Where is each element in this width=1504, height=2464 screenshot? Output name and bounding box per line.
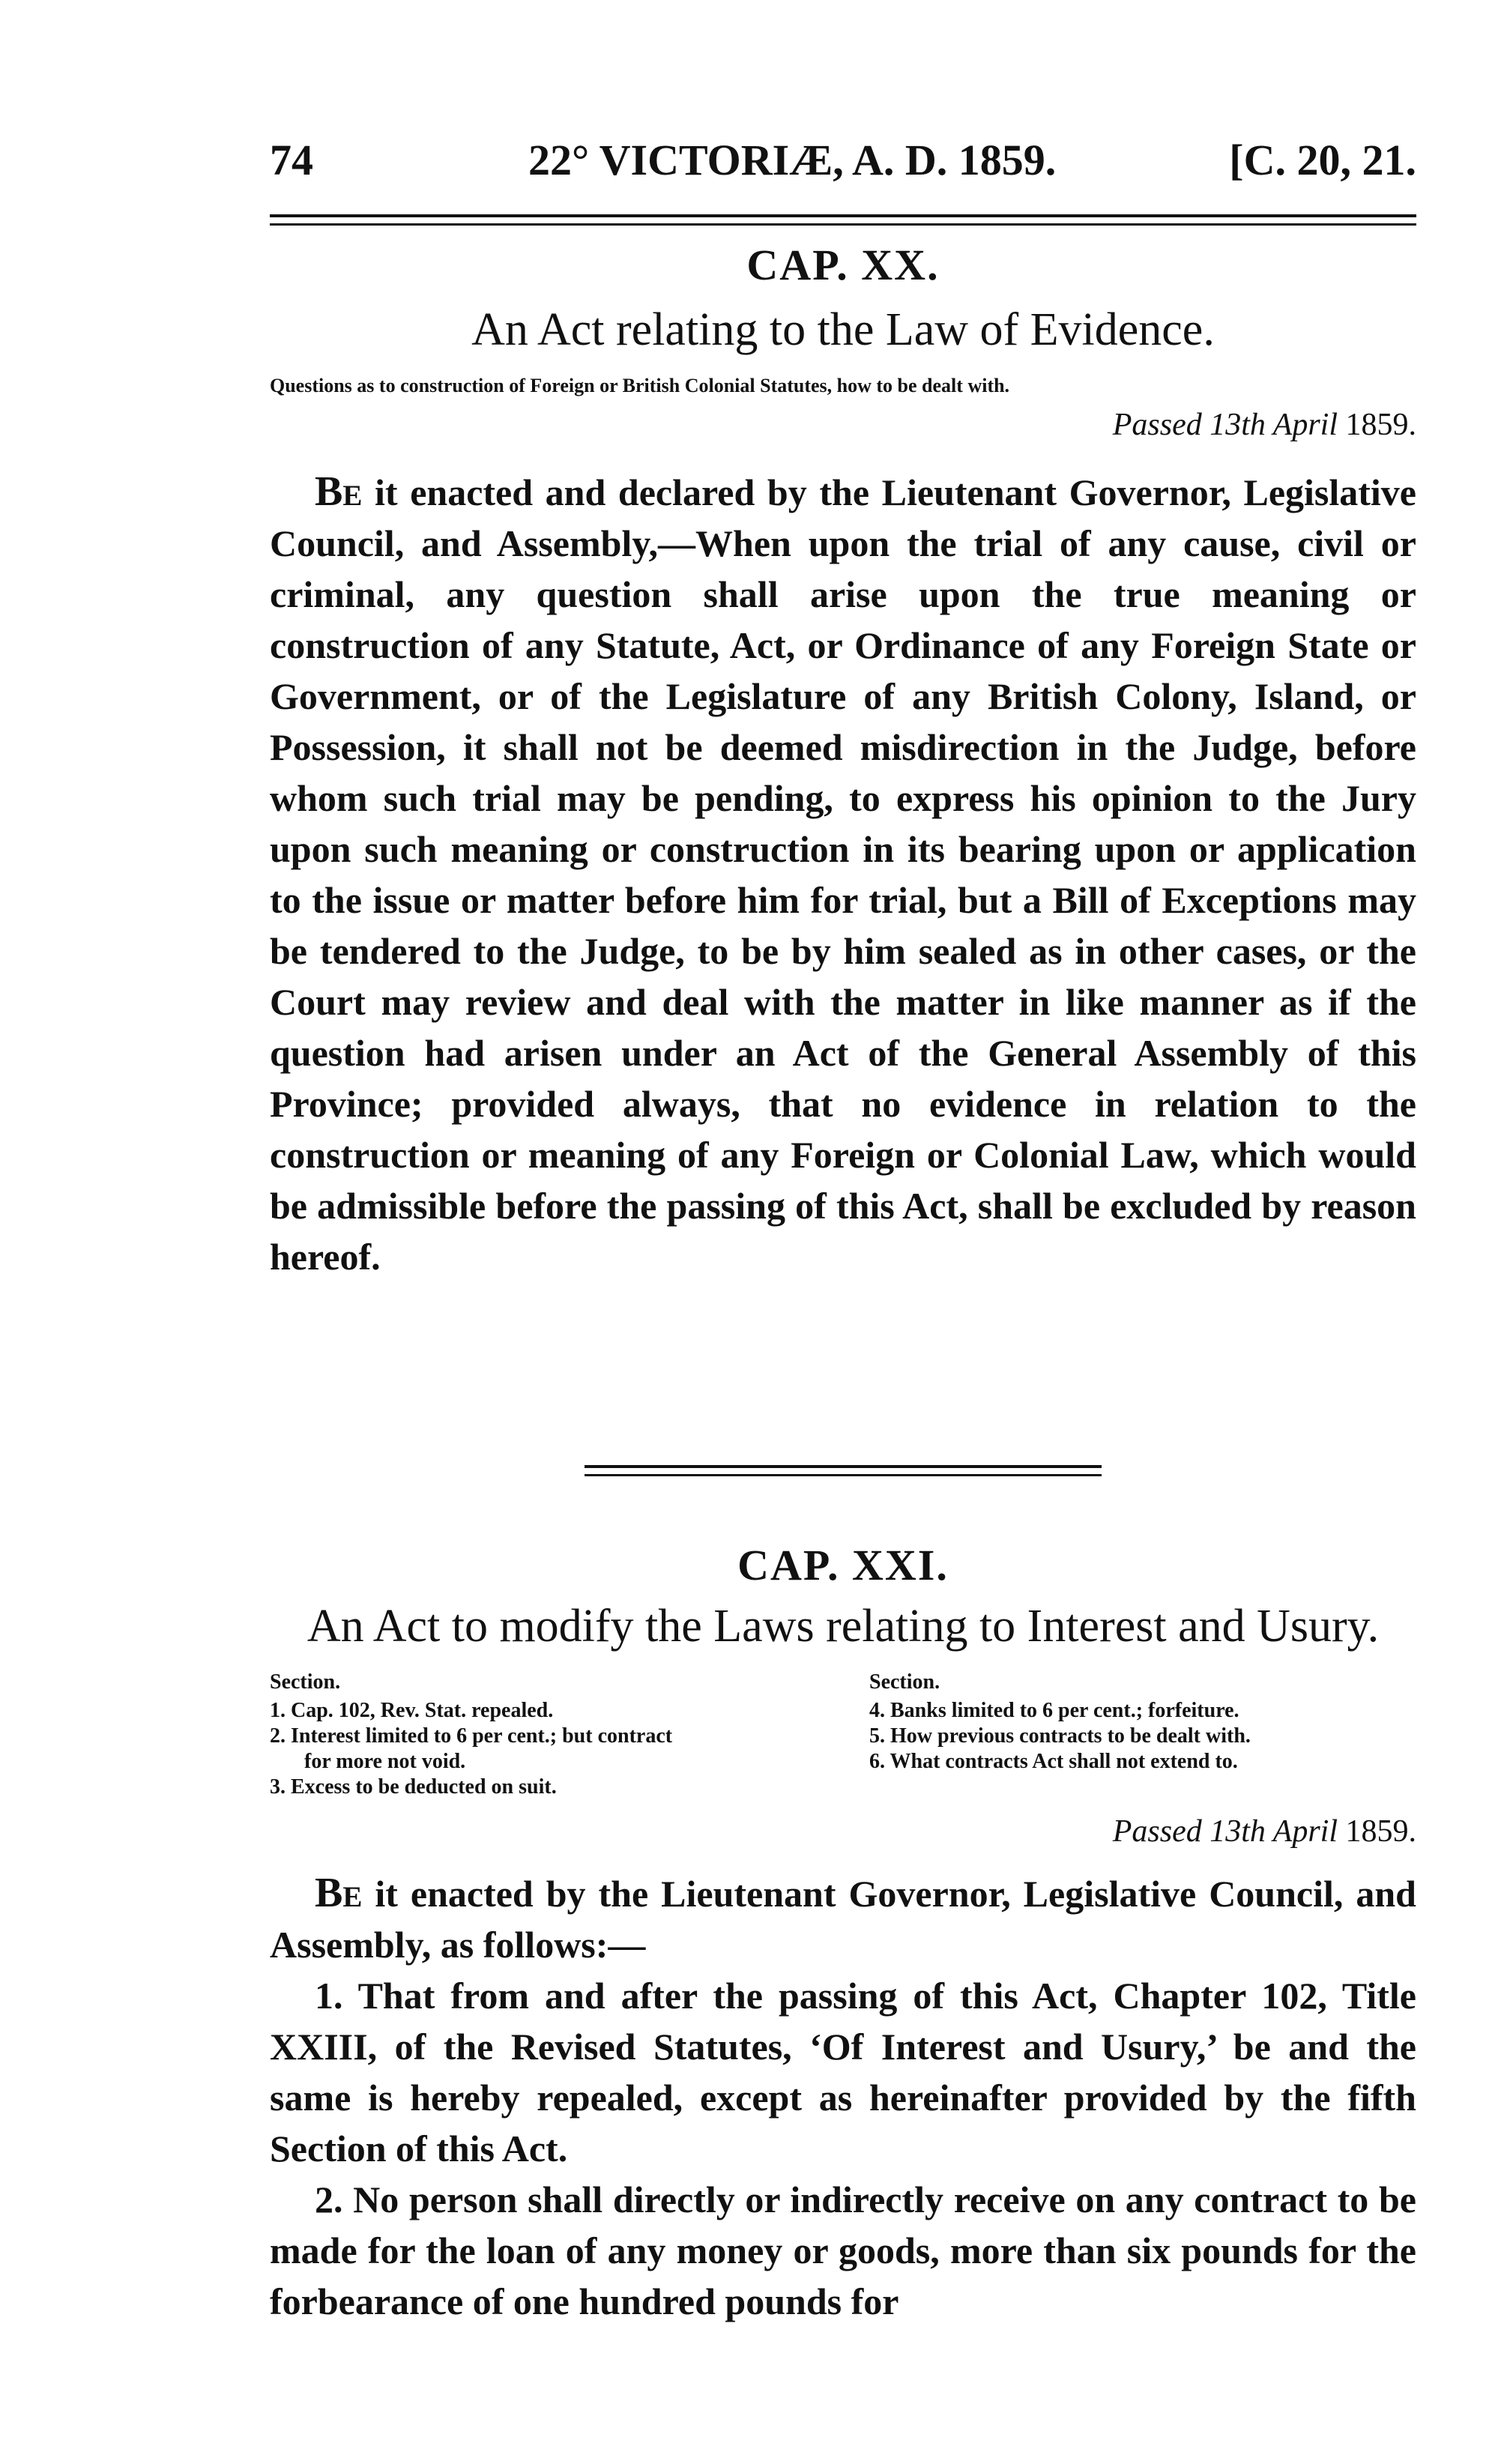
toc-item-text: 6. What contracts Act shall not extend to.: [869, 1750, 1238, 1773]
cap21-enacting-first-word: Be: [315, 1870, 363, 1916]
cap20-passed-year: 1859.: [1345, 408, 1416, 442]
toc-right-column: [869, 1670, 1416, 1775]
toc-item: [270, 1698, 832, 1724]
cap20-title: An Act relating to the Law of Evidence.: [471, 304, 1215, 355]
cap20-marginal-note: Questions as to construction of Foreign or British Colonial Statutes, how to be dealt with.: [270, 375, 1010, 396]
cap21-section-1: 1. That from and after the passing of this Act, Chapter 102, Title XXIII, of the Revised Statutes, ‘Of Interest and Usury,’ be and the same is hereby repealed, except as hereinafter provided by the fifth Section of this Act.: [270, 1975, 1416, 2169]
cap21-enacting-text: it enacted by the Lieutenant Governor, Legislative Council, and Assembly, as follows:—: [270, 1873, 1416, 1966]
toc-item-text: 2. Interest limited to 6 per cent.; but contract: [270, 1724, 673, 1748]
running-title: 22° VICTORIÆ, A. D. 1859.: [528, 136, 1057, 184]
toc-item: [869, 1724, 1416, 1749]
cap21-body: [270, 1867, 1416, 2452]
toc-right-header: Section.: [869, 1670, 940, 1694]
cap21-passed-year: 1859.: [1345, 1814, 1416, 1849]
cap21-section-2: 2. No person shall directly or indirectly receive on any contract to be made for the loan of any money or goods, more than six pounds for the forbearance of one hundred pounds for: [270, 2178, 1416, 2322]
cap21-passed-date: [1113, 1814, 1416, 1849]
toc-item-continuation: for more not void.: [304, 1750, 466, 1773]
toc-left-header: Section.: [270, 1670, 341, 1694]
toc-item-text: 1. Cap. 102, Rev. Stat. repealed.: [270, 1699, 554, 1722]
cap21-enacting-paragraph: [270, 1867, 1416, 1970]
toc-item: [270, 1724, 832, 1775]
cap20-body: [270, 466, 1416, 1418]
act-divider-rule: [585, 1465, 1102, 1476]
toc-item: [270, 1775, 832, 1800]
toc-left-column: [270, 1670, 832, 1800]
cap20-enacting-paragraph: [270, 466, 1416, 1282]
toc-item: [869, 1698, 1416, 1724]
toc-item-text: 4. Banks limited to 6 per cent.; forfeiture.: [869, 1699, 1239, 1722]
cap21-heading: CAP. XXI.: [737, 1541, 949, 1589]
cap21-section-summary: [270, 1670, 1416, 1805]
cap20-enacting-first-word: Be: [315, 468, 363, 515]
cap20-passed-date: [1113, 407, 1416, 443]
cap20-heading: CAP. XX.: [746, 241, 940, 289]
cap21-title: An Act to modify the Laws relating to Interest and Usury.: [306, 1601, 1380, 1652]
toc-item-text: 3. Excess to be deducted on suit.: [270, 1775, 557, 1799]
cap21-passed-label: Passed 13th April: [1112, 1814, 1338, 1849]
page-number: 74: [270, 136, 313, 184]
cap20-enacting-text: it enacted and declared by the Lieutenant Governor, Legislative Council, and Assembly,—When upon the trial of any cause, civil or criminal, any question shall arise upon the true meaning or construction of any Statute, Act, or Ordinance of any Foreign State or Government, or of the Legislature of any British Colony, Island, or Possession, it shall not be deemed misdirection in the Judge, before whom such trial may be pending, to express his opinion to the Jury upon such meaning or construction in its bearing upon or application to the issue or matter before him for trial, but a Bill of Exceptions may be tendered to the Judge, to be by him sealed as in other cases, or the Court may review and deal with the matter in like manner as if the question had arisen under an Act of the General Assembly of this Province; provided always, that no evidence in relation to the construction or meaning of any Foreign or Colonial Law, which would be admissible before the passing of this Act, shall be excluded by reason hereof.: [270, 471, 1416, 1278]
running-head: [270, 135, 1416, 195]
toc-item: [869, 1749, 1416, 1775]
toc-item-text: 5. How previous contracts to be dealt with.: [869, 1724, 1251, 1748]
header-rule: [270, 214, 1416, 226]
chapter-reference: [C. 20, 21.: [1229, 136, 1416, 184]
cap20-passed-label: Passed 13th April: [1112, 408, 1338, 442]
